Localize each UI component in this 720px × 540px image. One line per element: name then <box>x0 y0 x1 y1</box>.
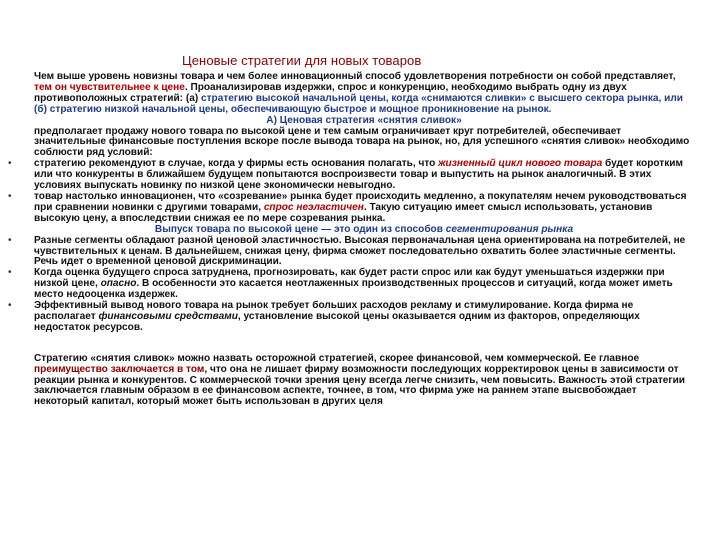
conclusion-pre: Стратегию «снятия сливок» можно назвать осторожной стратегией, скорее финансовой, чем коммерческой. Ее главное <box>34 352 640 364</box>
bullet-4-pre: Когда оценка будущего спроса затруднена, прогнозировать, как будет расти спрос или как будут уменьшаться издержки при низкой цене, <box>34 267 665 290</box>
intro-mid: . Проанализировав издержки, спрос и конкуренцию, необходимо выбрать одну из двух противоположных стратегий: (а) <box>34 81 627 104</box>
conclusion-highlight: преимущество заключается в том <box>34 363 205 375</box>
conclusion-paragraph <box>34 354 688 409</box>
intro-lead: Чем выше уровень новизны товара и чем более инновационный способ удовлетворения потребности он собой представляет, <box>34 71 676 82</box>
skimming-description: предполагает продажу нового товара по высокой цене и тем самым ограничивает круг потребителей, обеспечивает значительные финансовые поступления вскоре после вывода товара на рынок, но, для успешного «снятия сливок» необходимо соблюсти ряд условий: <box>34 125 690 159</box>
bullet-item-short-lifecycle <box>8 158 694 192</box>
intro-strategy-a: стратегию высокой начальной цены, когда «снимаются сливки» с высшего сектора рынка, или (б) стратегию низкой начальной цены, обеспечивающую быстрое и мощное проникновение на рынок. <box>34 92 683 115</box>
bullet-1-post: будет коротким или что конкуренты в ближайшем будущем попытаются воспроизвести товар и выпустить на рынок аналогичный. В этих условиях выпускать новинку по низкой цене экономически невыгодно. <box>34 158 683 192</box>
conclusion-post: , что она не лишает фирму возможности последующих корректировок цены в зависимости от реакции рынка и конкурентов. С коммерческой точки зрения цену всегда легче снизить, чем повысить. Важность этой стратегии заключается главным образом в ее финансовом аспекте, точнее, в том, что фирма уже на раннем этапе высвобождает некоторый капитал, который может быть использован в других целя <box>34 363 685 408</box>
bullet-1-pre: стратегию рекомендуют в случае, когда у фирмы есть основания полагать, что <box>34 158 439 170</box>
bullet-3-text: Разные сегменты обладают разной ценовой эластичностью. Высокая первоначальная цена ориентирована на потребителей, не чувствительных к ценам. В дальнейшем, снижая цену, фирма сможет последовательно охватить более эластичные сегменты. Речь идет о временной ценовой дискриминации. <box>34 234 686 268</box>
bullet-item-financial-means <box>8 300 694 334</box>
note-highlight: сегментирования рынка <box>445 223 574 235</box>
bullet-dot: • <box>8 234 12 246</box>
slide-body <box>8 71 694 408</box>
bullet-item-inelastic-demand <box>8 190 694 225</box>
intro-paragraph <box>34 72 694 116</box>
bullet-dot: • <box>8 158 12 170</box>
slide-title: Ценовые стратегии для новых товаров <box>182 53 422 68</box>
bullet-dot: • <box>8 190 12 202</box>
bullet-2-post: . Такую ситуацию имеет смысл использовать, установив высокую цену, а впоследствии снижая ее по мере созревания рынка. <box>34 201 653 224</box>
bullet-4-post: . В особенности это касается неотлаженных производственных процессов и ситуаций, когда может иметь место недооценка издержек. <box>34 278 673 301</box>
bullet-5-pre: Эффективный вывод нового товара на рынок требует больших расходов рекламу и стимулирование. Когда фирма не располагает <box>34 300 634 322</box>
intro-highlight: тем он чувствительнее к цене <box>34 81 185 93</box>
bullet-5-post: , установление высокой цены оказывается одним из факторов, определяющих недостаток ресурсов. <box>34 310 640 333</box>
bullet-4-highlight: опасно <box>100 278 137 290</box>
note-pre: Выпуск товара по высокой цене — это один из способов <box>154 223 446 235</box>
bullet-2-highlight: спрос неэластичен <box>263 201 364 213</box>
bullet-1-highlight: жизненный цикл нового товара <box>438 158 603 170</box>
bullet-5-highlight: финансовыми средствами <box>98 310 238 322</box>
bullet-dot: • <box>8 300 12 312</box>
bullet-2-pre: товар настолько инновационен, что «созревание» рынка будет происходить медленно, а покупателям нечем руководствоваться при сравнении новинки с другими товарами, <box>34 190 687 213</box>
bullet-dot: • <box>8 267 12 279</box>
bullet-item-demand-forecast <box>8 267 694 301</box>
bullet-item-segments <box>8 234 694 269</box>
section-heading: А) Ценовая стратегия «снятия сливок» <box>266 114 462 126</box>
